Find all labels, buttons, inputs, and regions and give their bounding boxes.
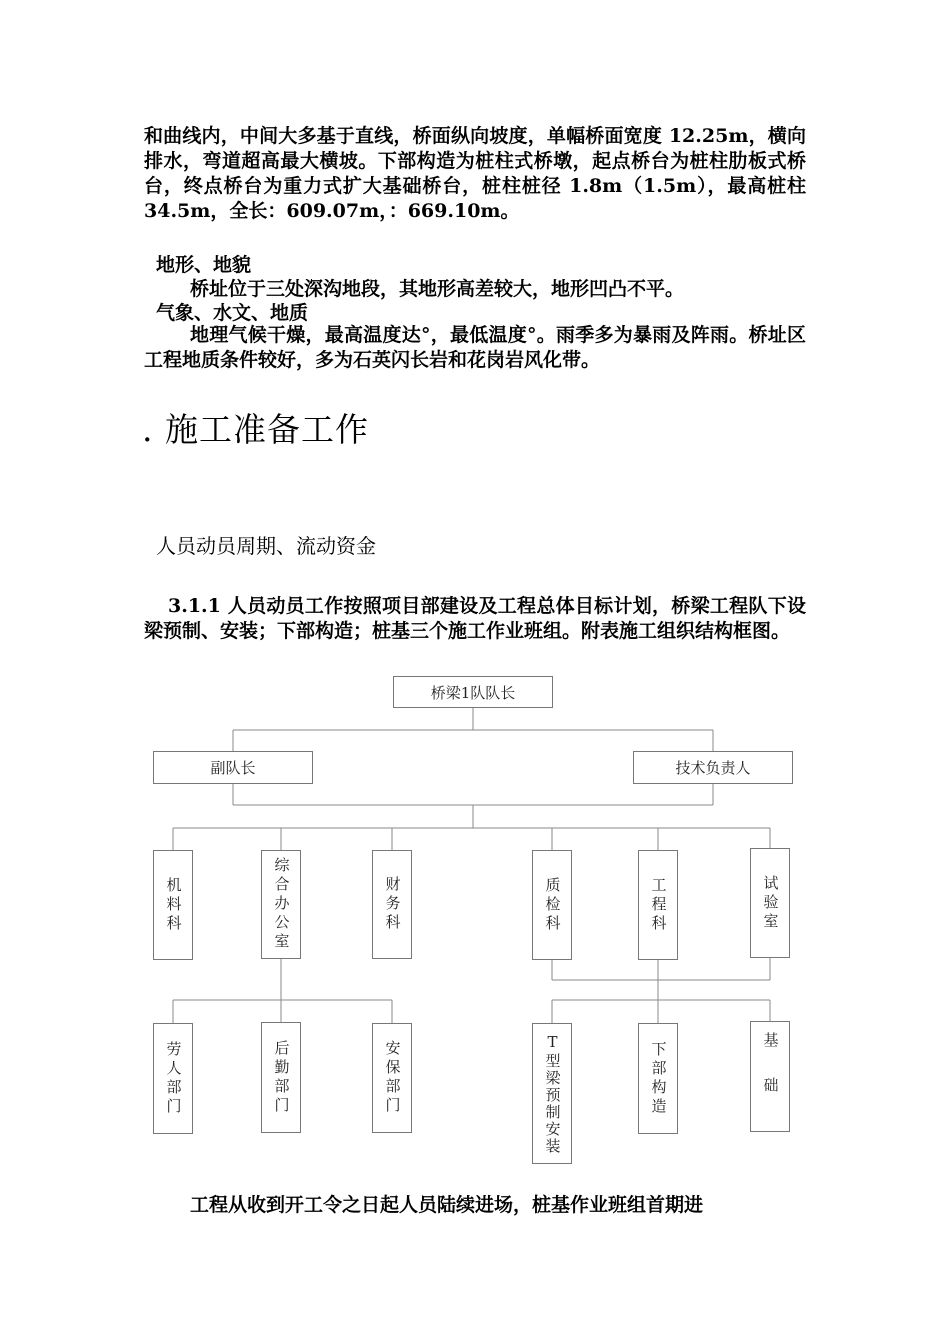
org-box-tech-lead: 技术负责人 (633, 751, 793, 784)
terrain-title: 地形、地貌 (156, 254, 252, 276)
subsection-heading: 人员动员周期、流动资金 (156, 534, 376, 558)
org-box-dept-quality: 质检科 (532, 850, 572, 960)
org-box-team-leader: 桥梁1队队长 (393, 676, 553, 708)
org-box-dept-materials: 机料科 (153, 850, 193, 960)
org-box-t-beam: T型梁预制安装 (532, 1023, 572, 1164)
org-box-dept-office: 综合办公室 (261, 850, 301, 959)
org-box-foundation: 基础 (750, 1021, 790, 1132)
paragraph-3-1-1: 3.1.1 人员动员工作按照项目部建设及工程总体目标计划，桥梁工程队下设 梁预制、安装；下部构造；桩基三个施工作业班组。附表施工组织结构框图。 (144, 595, 806, 642)
org-box-dept-engineering: 工程科 (638, 850, 678, 960)
org-box-security-dept: 安保部门 (372, 1023, 412, 1133)
org-box-dept-finance: 财务科 (372, 850, 412, 959)
intro-paragraph: 和曲线内，中间大多基于直线，桥面纵向坡度，单幅桥面宽度 12.25m，横向排水，弯道超高最大横坡。下部构造为桩柱式桥墩，起点桥台为桩柱肋板式桥台，终点桥台为重力式扩大基础桥台，桩柱桩径 1.8m（1.5m），最高桩柱 34.5m，全长：609.07m，：669.10m。 (144, 125, 806, 222)
climate-text: 地理气候干燥，最高温度达°，最低温度°。雨季多为暴雨及阵雨。桥址区工程地质条件较好，多为石英闪长岩和花岗岩风化带。 (144, 324, 806, 371)
org-box-dept-lab: 试验室 (750, 848, 790, 958)
closing-line: 工程从收到开工令之日起人员陆续进场，桩基作业班组首期进 (190, 1194, 704, 1216)
climate-title: 气象、水文、地质 (156, 302, 309, 324)
org-box-labor-dept: 劳人部门 (153, 1023, 193, 1134)
org-box-substructure: 下部构造 (638, 1023, 678, 1134)
org-box-deputy: 副队长 (153, 751, 313, 784)
terrain-text: 桥址位于三处深沟地段，其地形高差较大，地形凹凸不平。 (190, 278, 685, 300)
section-heading: . 施工准备工作 (142, 410, 369, 449)
org-box-logistics-dept: 后勤部门 (261, 1022, 301, 1133)
